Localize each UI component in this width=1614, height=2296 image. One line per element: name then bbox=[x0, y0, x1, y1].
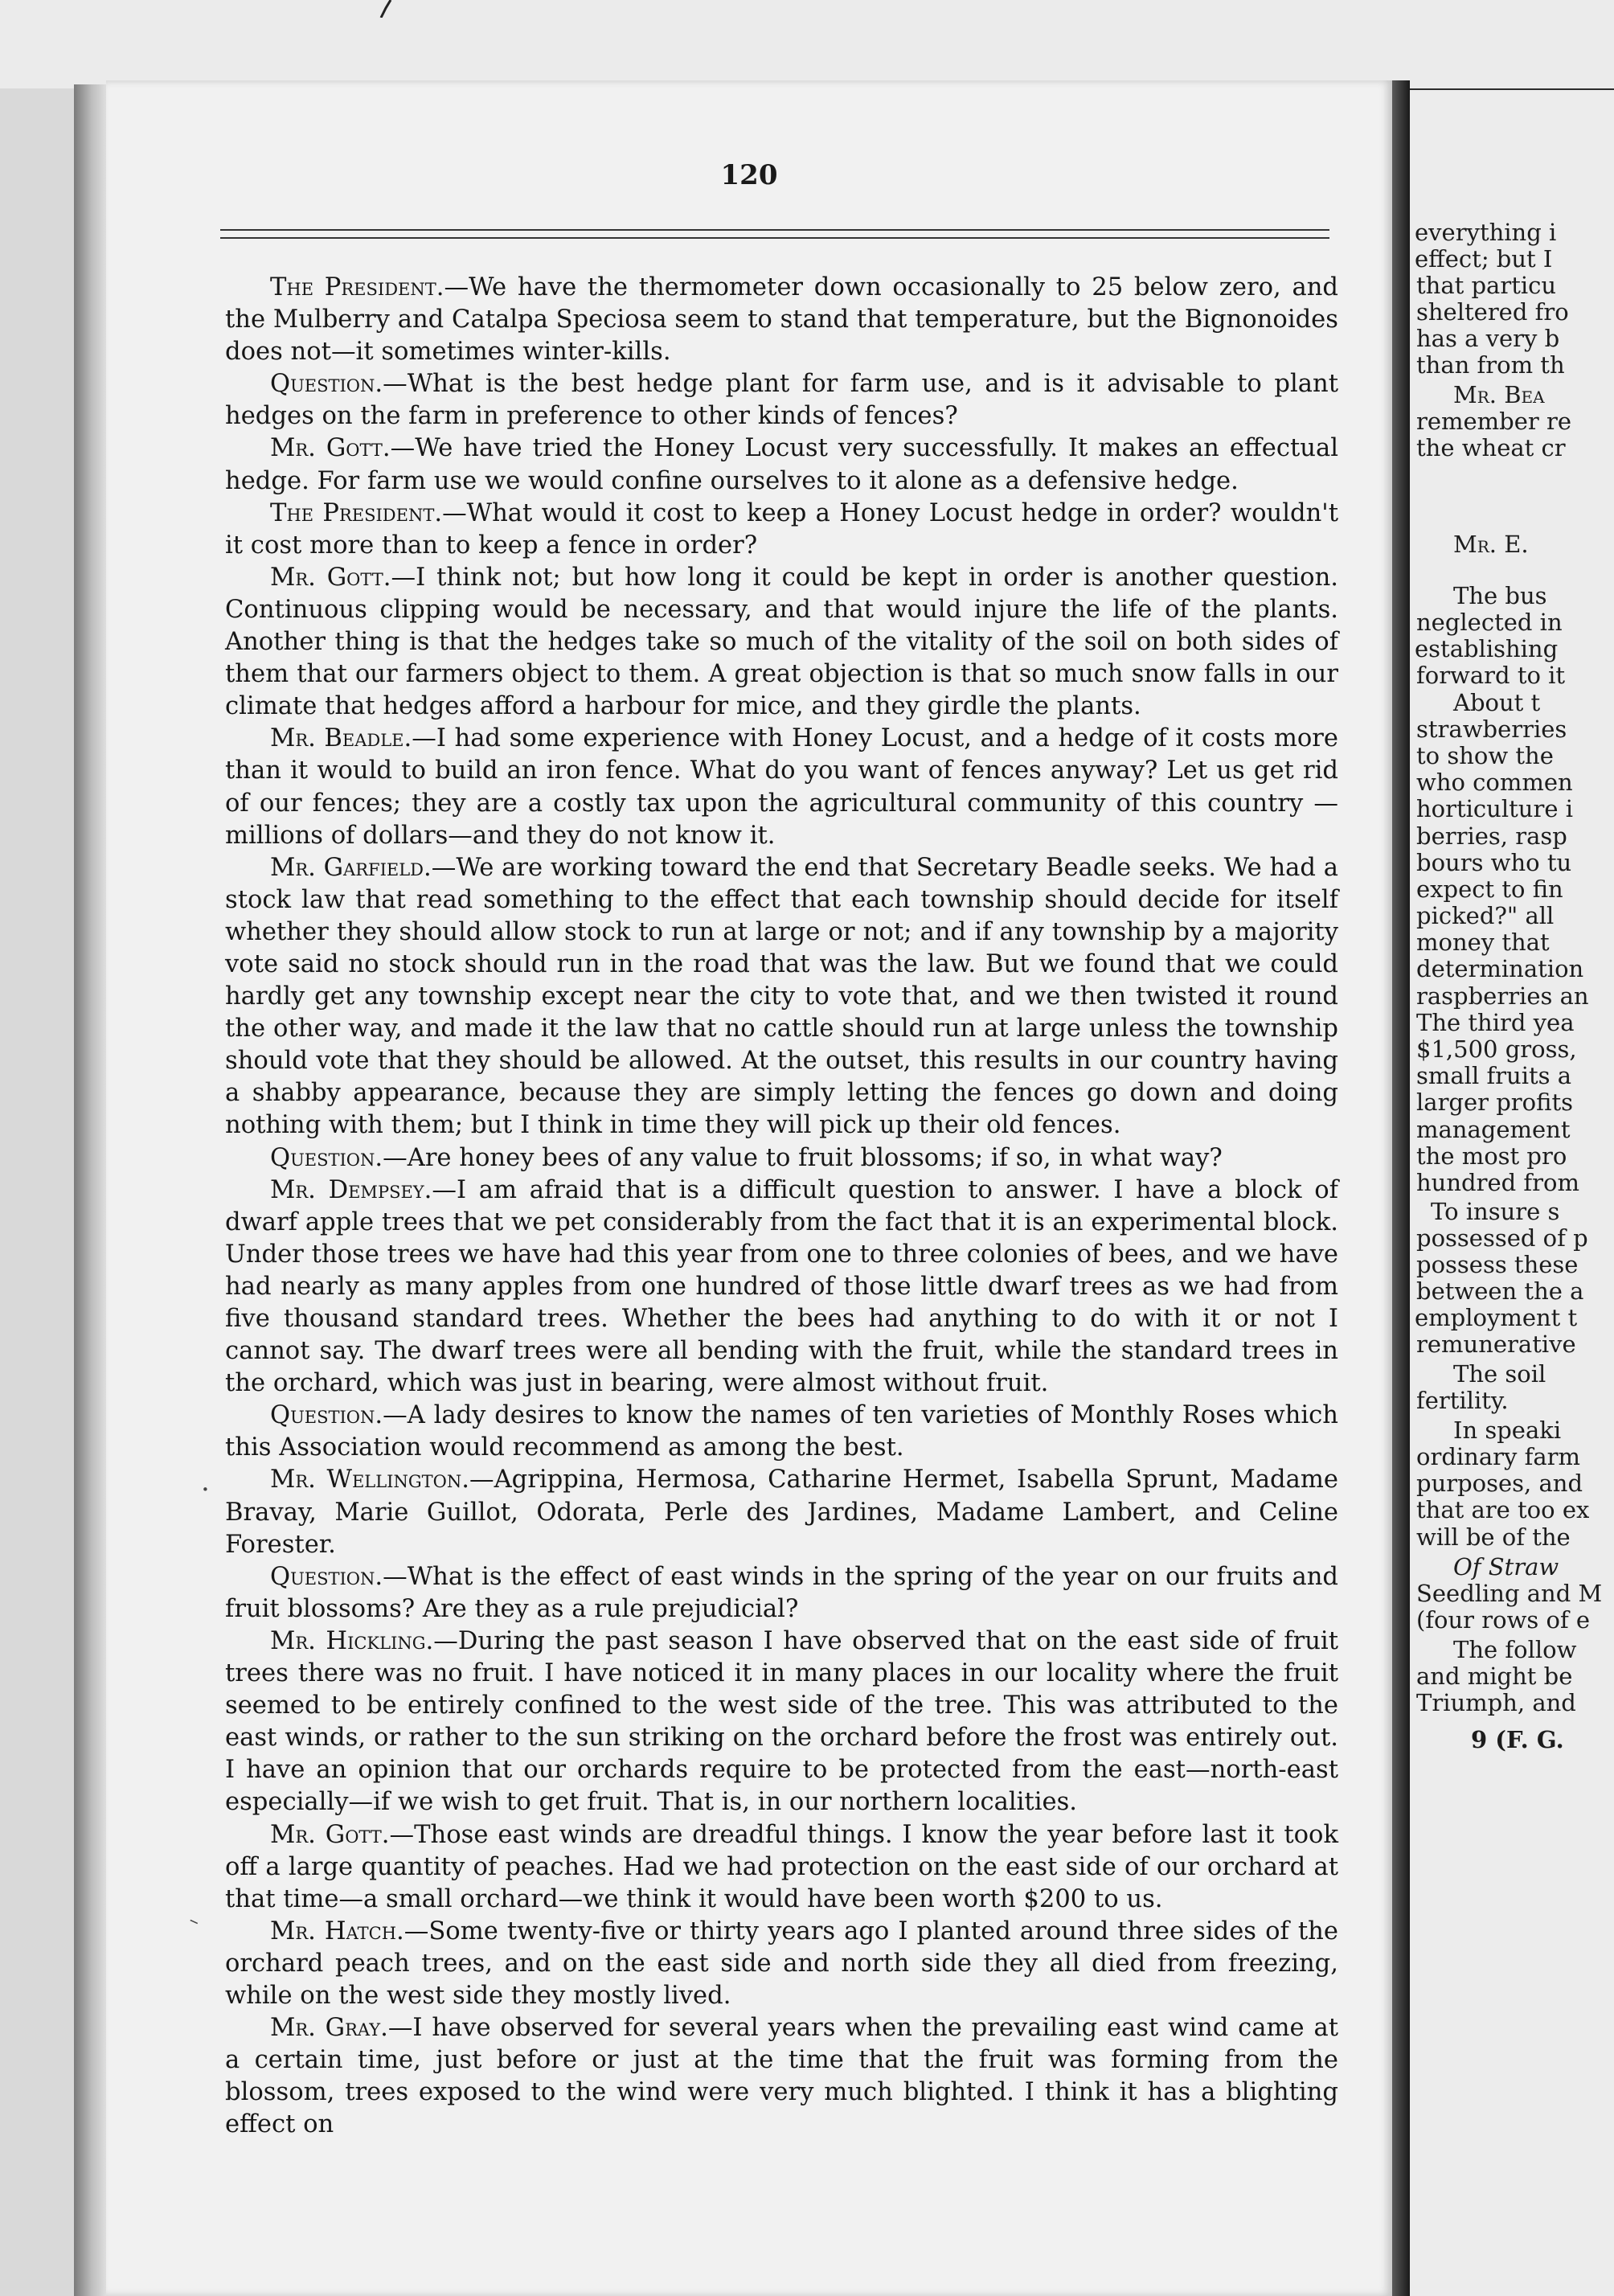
facing-page-line: The bus bbox=[1453, 582, 1547, 609]
facing-page-line: to show the bbox=[1416, 742, 1554, 769]
facing-page-line: berries, rasp bbox=[1416, 822, 1567, 850]
facing-page-line: picked?" all bbox=[1416, 902, 1555, 929]
facing-page-line: small fruits a bbox=[1416, 1062, 1572, 1089]
facing-page-line: remunerative bbox=[1416, 1330, 1576, 1358]
facing-page-line: remember re bbox=[1416, 408, 1572, 435]
paragraph bbox=[225, 1916, 1338, 2012]
page-number: 120 bbox=[720, 159, 778, 191]
facing-page-line: (four rows of e bbox=[1416, 1606, 1591, 1634]
facing-page-line: larger profits bbox=[1416, 1089, 1573, 1116]
speaker-label: Mr. Garfield. bbox=[270, 853, 432, 882]
facing-page-line: About t bbox=[1453, 689, 1541, 716]
facing-page-line: effect; but I bbox=[1415, 245, 1553, 273]
book-gutter bbox=[1392, 80, 1410, 2296]
facing-page-line: expect to fin bbox=[1416, 875, 1563, 903]
margin-tick-mark: – bbox=[185, 1908, 204, 1933]
speaker-label: Question. bbox=[270, 1401, 383, 1430]
paragraph bbox=[225, 272, 1338, 368]
book-left-edge bbox=[74, 84, 106, 2296]
paragraph-text: —Agrippina, Hermosa, Catharine Hermet, Isabella Sprunt, Madame Bravay, Marie Guillot, Odorata, Perle des Jardines, Madame Lambert, and Celine Forester. bbox=[225, 1466, 1338, 1559]
pen-mark-icon bbox=[378, 0, 402, 18]
facing-page-line: raspberries an bbox=[1416, 982, 1589, 1010]
paragraph bbox=[225, 1819, 1338, 1916]
speaker-label: Mr. Beadle. bbox=[270, 724, 412, 753]
scan-left-margin bbox=[0, 88, 74, 2296]
paragraph-text: —What is the best hedge plant for farm use, and is it advisable to plant hedges on the farm in preference to other kinds of fences? bbox=[225, 370, 1338, 431]
facing-page-line: forward to it bbox=[1416, 662, 1566, 689]
paragraph-text: —I am afraid that is a difficult question to answer. I have a block of dwarf apple trees that we pet considerably from the fact that it is an experimental block. Under those trees we have had this year from one to three colonies of bees, and we have had nearly as many apples from one hundred of those little dwarf trees as we had from five thousand standard trees. Whether the bees had anything to do with it or not I cannot say. The dwarf trees were all bending with the fruit, while the standard trees in the orchard, which was just in bearing, were almost without fruit. bbox=[225, 1175, 1338, 1398]
facing-page-line: bours who tu bbox=[1416, 849, 1572, 876]
facing-page-line: establishing bbox=[1415, 635, 1559, 662]
facing-page-line: will be of the bbox=[1416, 1523, 1571, 1551]
speaker-label: Mr. Gott. bbox=[270, 434, 391, 463]
facing-page-line: employment t bbox=[1415, 1304, 1578, 1331]
paragraph bbox=[225, 1561, 1338, 1626]
speaker-label: Mr. Wellington. bbox=[270, 1466, 469, 1494]
main-page bbox=[106, 80, 1392, 2296]
paragraph-text: —I think not; but how long it could be kept in order is another question. Continuous clipping would be necessary, and that would injure the life of the plants. Another thing is that the hedges take so much of the vitality of the soil on both sides of them that our farmers object to them. A great objection is that so much snow falls in our climate that hedges afford a harbour for mice, and they girdle the plants. bbox=[225, 563, 1338, 721]
facing-page-line: that particu bbox=[1416, 272, 1557, 299]
facing-page-line: The follow bbox=[1453, 1636, 1577, 1663]
facing-page-line: between the a bbox=[1416, 1277, 1584, 1305]
paragraph bbox=[225, 498, 1338, 562]
paragraph-text: —Those east winds are dreadful things. I know the year before last it took off a large quantity of peaches. Had we had protection on the east side of our orchard at that time—a small orchard—we think it would have been worth $200 to us. bbox=[225, 1820, 1338, 1913]
body-text bbox=[225, 272, 1338, 2141]
facing-page-line: possess these bbox=[1416, 1251, 1579, 1278]
scan-top-edge bbox=[0, 0, 1614, 88]
facing-page-line: hundred from bbox=[1416, 1169, 1579, 1196]
paragraph-text: —During the past season I have observed that on the east side of fruit trees there was no fruit. I have noticed it in many places in our locality where the fruit seemed to be entirely confined to the west side of the tree. This was attributed to the east winds, or rather to the sun striking on the orchard before the frost was entirely out. I have an opinion that our orchards require to be protected from the east—north-east especially—if we wish to get fruit. That is, in our northern localities. bbox=[225, 1626, 1339, 1817]
speaker-label: The President. bbox=[270, 273, 444, 301]
paragraph bbox=[225, 562, 1338, 723]
paragraph-text: —We have the thermometer down occasionally to 25 below zero, and the Mulberry and Catalpa Speciosa seem to stand that temperature, but the Bignonoides does not—it sometimes winter-kills. bbox=[225, 273, 1338, 367]
facing-page-line: Of Straw bbox=[1453, 1553, 1559, 1581]
facing-page-line: the wheat cr bbox=[1416, 434, 1566, 461]
paragraph-text: —A lady desires to know the names of ten varieties of Monthly Roses which this Association would recommend as among the best. bbox=[225, 1401, 1338, 1462]
speaker-label: Mr. Dempsey. bbox=[270, 1175, 432, 1204]
facing-page-line: than from th bbox=[1416, 351, 1565, 379]
paragraph bbox=[225, 433, 1338, 497]
paragraph-text: —I have observed for several years when the prevailing east wind came at a certain time, just before or just at the time that the fruit was forming from the blossom, trees exposed to the wind were very much blighted. I think it has a blighting effect on bbox=[225, 2014, 1338, 2139]
facing-page-line: everything i bbox=[1415, 219, 1557, 246]
facing-page-line: Triumph, and bbox=[1416, 1689, 1576, 1716]
paragraph bbox=[225, 1175, 1338, 1400]
paragraph-text: —I had some experience with Honey Locust, and a hedge of it costs more than it would to build an iron fence. What do you want of fences anyway? Let us get rid of our fences; they are a costly tax upon the agricultural community of this country —millions of dollars—and they do not know it. bbox=[225, 724, 1339, 850]
speaker-label: Question. bbox=[270, 1562, 383, 1591]
speaker-label: Mr. Gray. bbox=[270, 2014, 388, 2043]
speaker-label: Mr. Gott. bbox=[270, 563, 391, 592]
facing-page-line: who commen bbox=[1416, 769, 1573, 796]
paragraph bbox=[225, 1142, 1338, 1175]
facing-page-line: has a very b bbox=[1416, 325, 1560, 352]
facing-page-line: fertility. bbox=[1416, 1387, 1509, 1414]
paragraph bbox=[225, 1464, 1338, 1560]
paragraph-text: —We are working toward the end that Secretary Beadle seeks. We had a stock law that read something to the effect that each township should decide for itself whether they should allow stock to run at large or not; and if any township by a majority vote said no stock should run in the road that was the law. But we found that we could hardly get any township except near the city to vote that, and we then twisted it round the other way, and made it the law that no cattle should run at large unless the township should vote that they should be allowed. At the outset, this results in our country having a shabby appearance, because they are simply letting the fences go down and doing nothing with them; but I think in time they will pick up their old fences. bbox=[225, 853, 1339, 1140]
speaker-label: Mr. Hickling. bbox=[270, 1626, 434, 1655]
facing-page-line: horticulture i bbox=[1416, 795, 1573, 822]
facing-page-line: possessed of p bbox=[1416, 1224, 1588, 1252]
header-rule bbox=[220, 229, 1329, 231]
facing-page-line: the most pro bbox=[1416, 1142, 1567, 1170]
paragraph-text: —What is the effect of east winds in the spring of the year on our fruits and fruit blossoms? Are they as a rule prejudicial? bbox=[225, 1562, 1338, 1623]
paragraph bbox=[225, 368, 1338, 433]
facing-page-line: neglected in bbox=[1416, 609, 1563, 636]
facing-page-line: management bbox=[1416, 1116, 1571, 1143]
facing-page-line: The third yea bbox=[1416, 1009, 1575, 1036]
facing-page-line: and might be bbox=[1416, 1663, 1573, 1690]
facing-page-line: Mr. Bea bbox=[1453, 381, 1545, 408]
paragraph bbox=[225, 2012, 1338, 2141]
facing-page-line: ordinary farm bbox=[1416, 1443, 1580, 1470]
facing-page-line: In speaki bbox=[1453, 1417, 1562, 1444]
facing-page-line: money that bbox=[1416, 929, 1550, 956]
facing-page-line: To insure s bbox=[1431, 1198, 1560, 1225]
margin-dot-mark: . bbox=[201, 1466, 210, 1498]
header-rule bbox=[220, 237, 1329, 239]
facing-page-line: that are too ex bbox=[1416, 1496, 1590, 1523]
paragraph-text: —We have tried the Honey Locust very successfully. It makes an effectual hedge. For farm use we would confine ourselves to it alone as a defensive hedge. bbox=[225, 434, 1338, 495]
speaker-label: Mr. Gott. bbox=[270, 1820, 390, 1849]
speaker-label: The President. bbox=[270, 498, 443, 527]
facing-page-line: $1,500 gross, bbox=[1416, 1035, 1577, 1063]
facing-page-line: determination bbox=[1416, 955, 1584, 982]
facing-page-line: Mr. E. bbox=[1453, 531, 1529, 558]
paragraph bbox=[225, 1626, 1338, 1819]
facing-page bbox=[1410, 90, 1614, 2296]
facing-page-line: 9 (F. G. bbox=[1471, 1726, 1564, 1753]
paragraph-text: —What would it cost to keep a Honey Locust hedge in order? wouldn't it cost more than to keep a fence in order? bbox=[225, 498, 1338, 560]
paragraph bbox=[225, 723, 1338, 851]
facing-page-line: strawberries bbox=[1416, 715, 1567, 743]
facing-page-line: sheltered fro bbox=[1416, 298, 1569, 326]
paragraph-text: —Some twenty-five or thirty years ago I planted around three sides of the orchard peach trees, and on the east side and north side they all died from freezing, while on the west side they mostly lived. bbox=[225, 1917, 1338, 2010]
paragraph bbox=[225, 1400, 1338, 1464]
speaker-label: Question. bbox=[270, 370, 383, 399]
speaker-label: Question. bbox=[270, 1143, 383, 1172]
facing-page-line: The soil bbox=[1453, 1360, 1546, 1388]
speaker-label: Mr. Hatch. bbox=[270, 1917, 404, 1945]
paragraph bbox=[225, 852, 1338, 1142]
facing-page-line: Seedling and M bbox=[1416, 1580, 1603, 1607]
paragraph-text: —Are honey bees of any value to fruit blossoms; if so, in what way? bbox=[383, 1143, 1223, 1172]
facing-page-line: purposes, and bbox=[1416, 1470, 1583, 1497]
